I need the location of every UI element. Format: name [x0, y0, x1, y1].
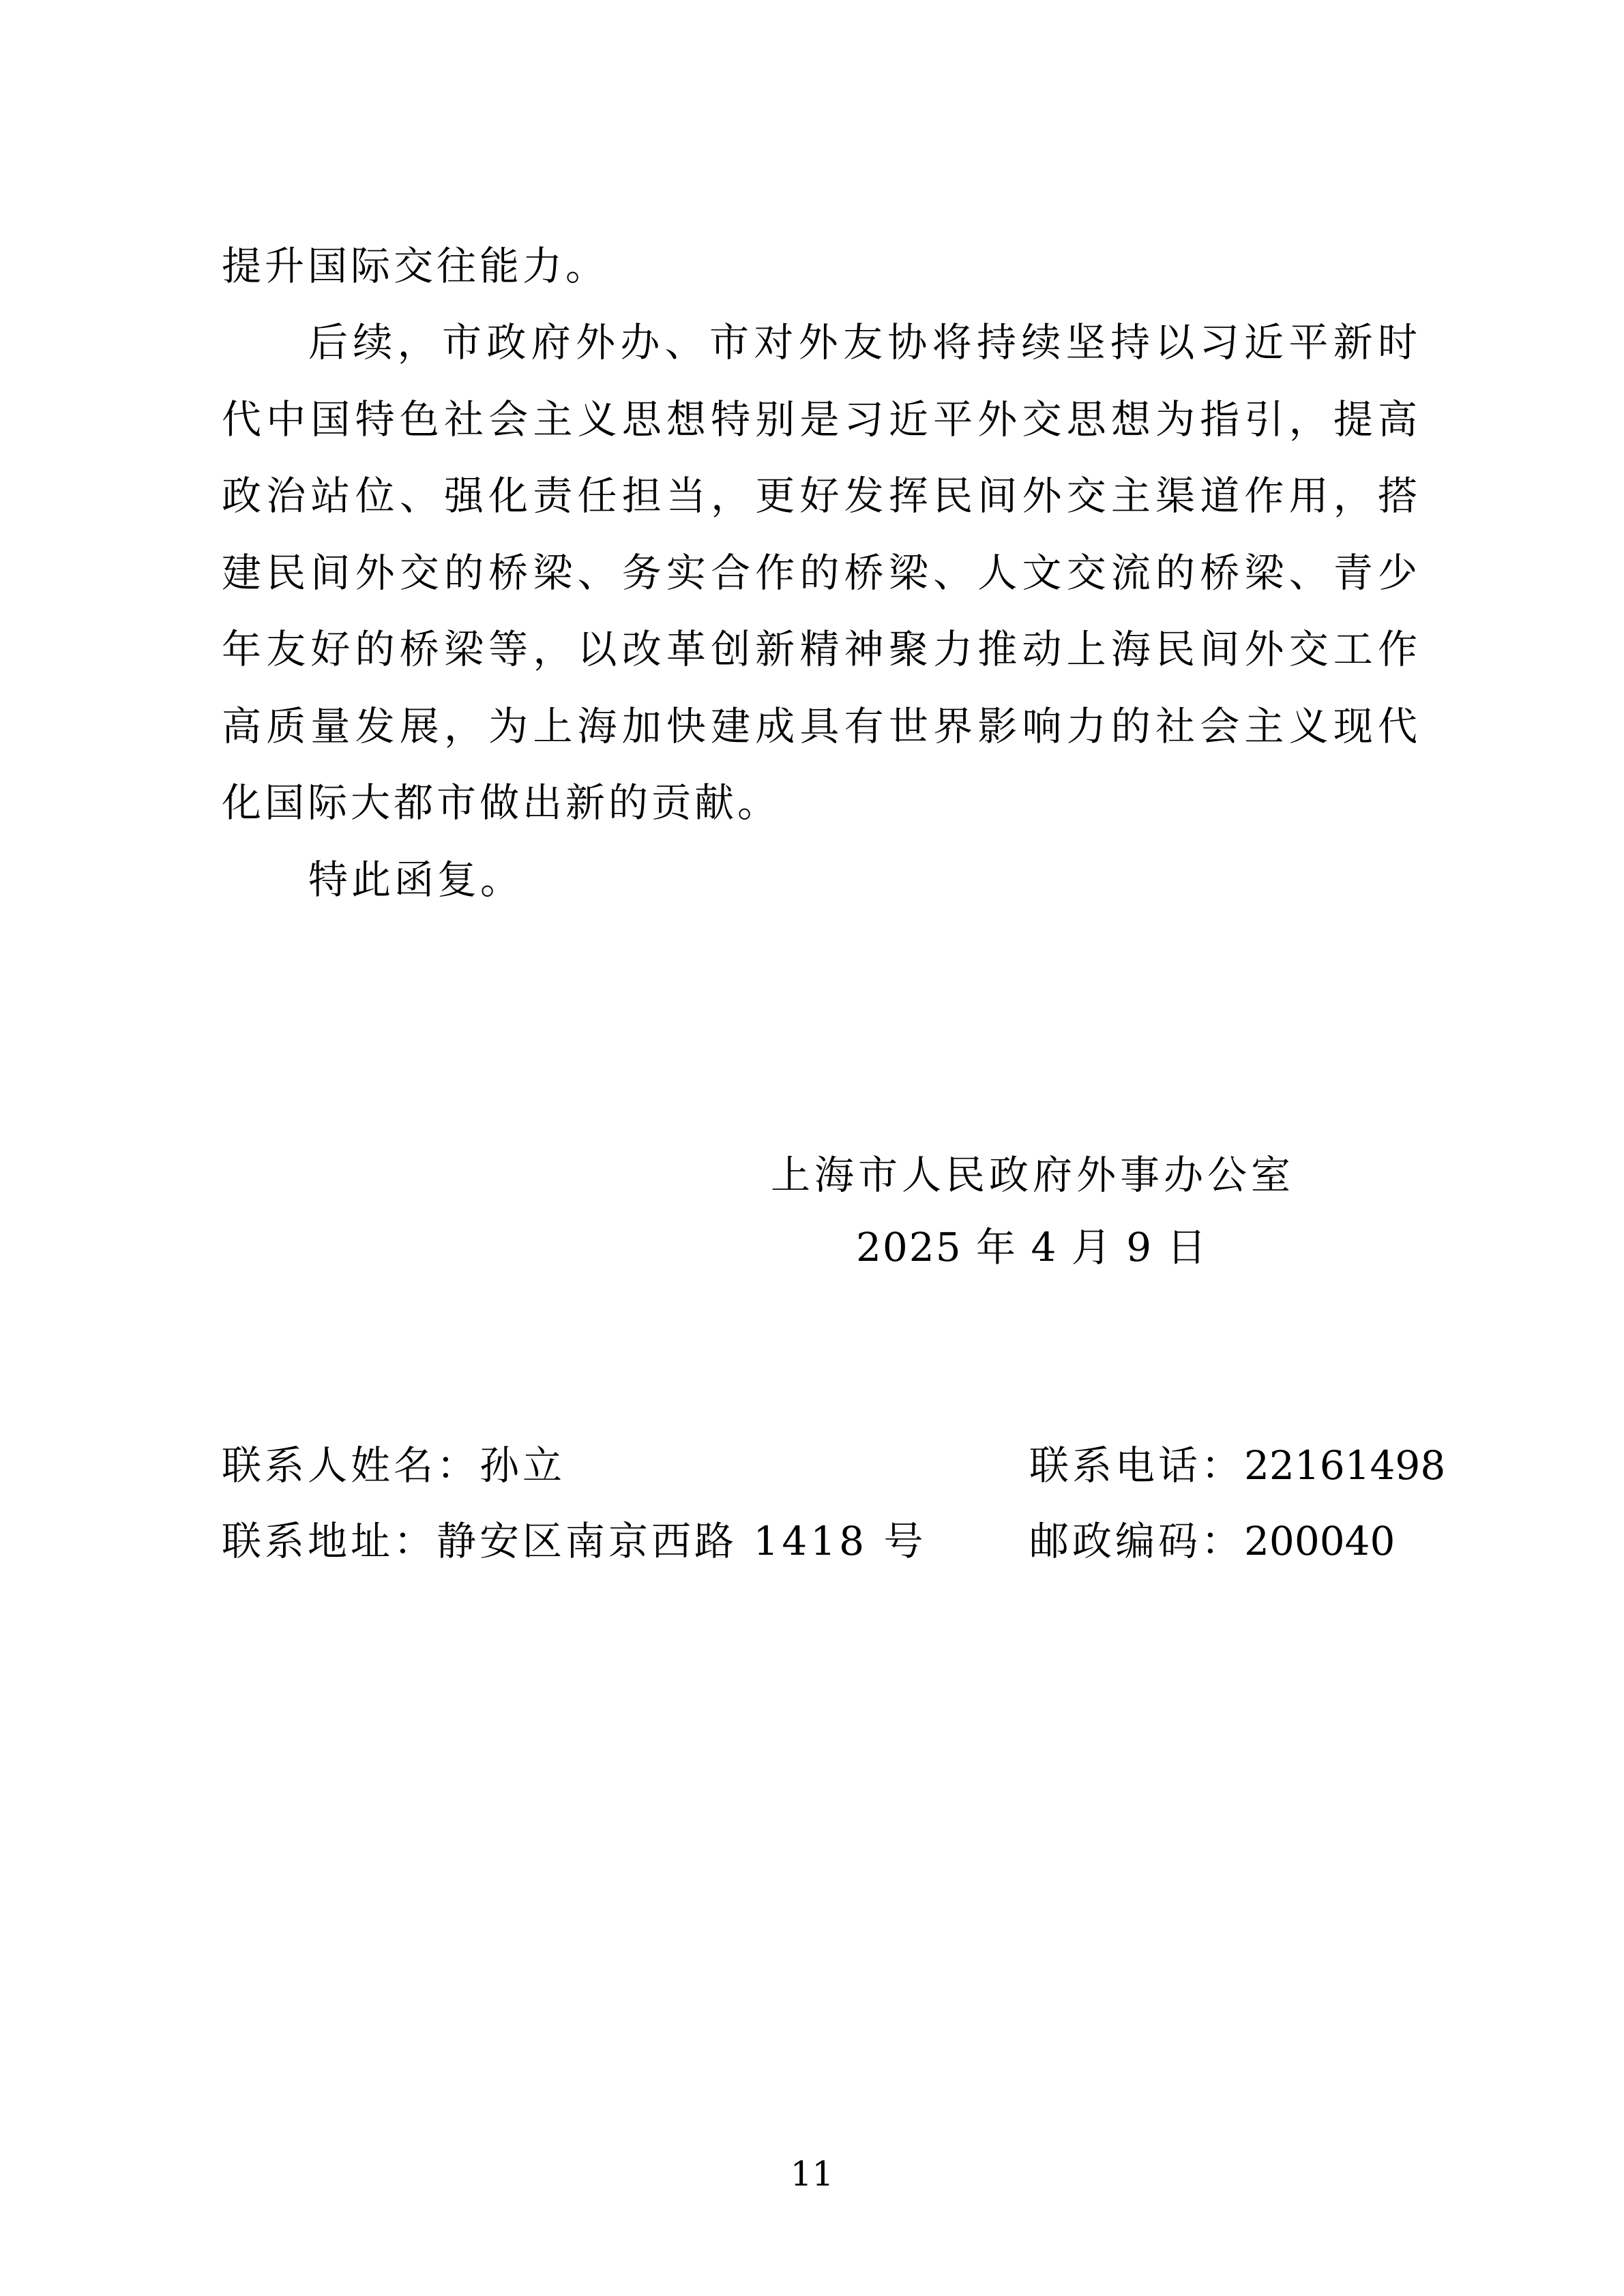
contact-name [222, 1441, 565, 1490]
contact-phone-label: 联系电话： [1029, 1442, 1245, 1489]
signature-date: 2025 年 4 月 9 日 [856, 1224, 1208, 1270]
contact-name-label: 联系人姓名： [222, 1442, 480, 1489]
contact-phone-value: 22161498 [1244, 1442, 1446, 1489]
contact-postcode [1029, 1517, 1395, 1566]
body-line: 建民间外交的桥梁、务实合作的桥梁、人文交流的桥梁、青少 [222, 550, 1417, 596]
contact-address [222, 1517, 927, 1566]
contact-address-label: 联系地址： [222, 1518, 437, 1564]
closing-line: 特此函复。 [308, 856, 524, 903]
signature-org: 上海市人民政府外事办公室 [771, 1152, 1295, 1198]
body-line: 提升国际交往能力。 [222, 243, 609, 289]
body-line: 化国际大都市做出新的贡献。 [222, 779, 781, 826]
page-number: 11 [790, 2154, 834, 2194]
contact-postcode-value: 200040 [1244, 1518, 1396, 1564]
contact-phone [1029, 1441, 1445, 1490]
body-line: 代中国特色社会主义思想特别是习近平外交思想为指引，提高 [222, 396, 1417, 443]
body-line: 后续，市政府外办、市对外友协将持续坚持以习近平新时 [308, 319, 1417, 366]
body-line: 高质量发展，为上海加快建成具有世界影响力的社会主义现代 [222, 703, 1417, 749]
body-line: 年友好的桥梁等，以改革创新精神聚力推动上海民间外交工作 [222, 626, 1417, 672]
body-line: 政治站位、强化责任担当，更好发挥民间外交主渠道作用，搭 [222, 473, 1417, 519]
contact-name-value: 孙立 [479, 1442, 566, 1489]
contact-address-value: 静安区南京西路 1418 号 [437, 1518, 927, 1564]
contact-postcode-label: 邮政编码： [1029, 1518, 1245, 1564]
